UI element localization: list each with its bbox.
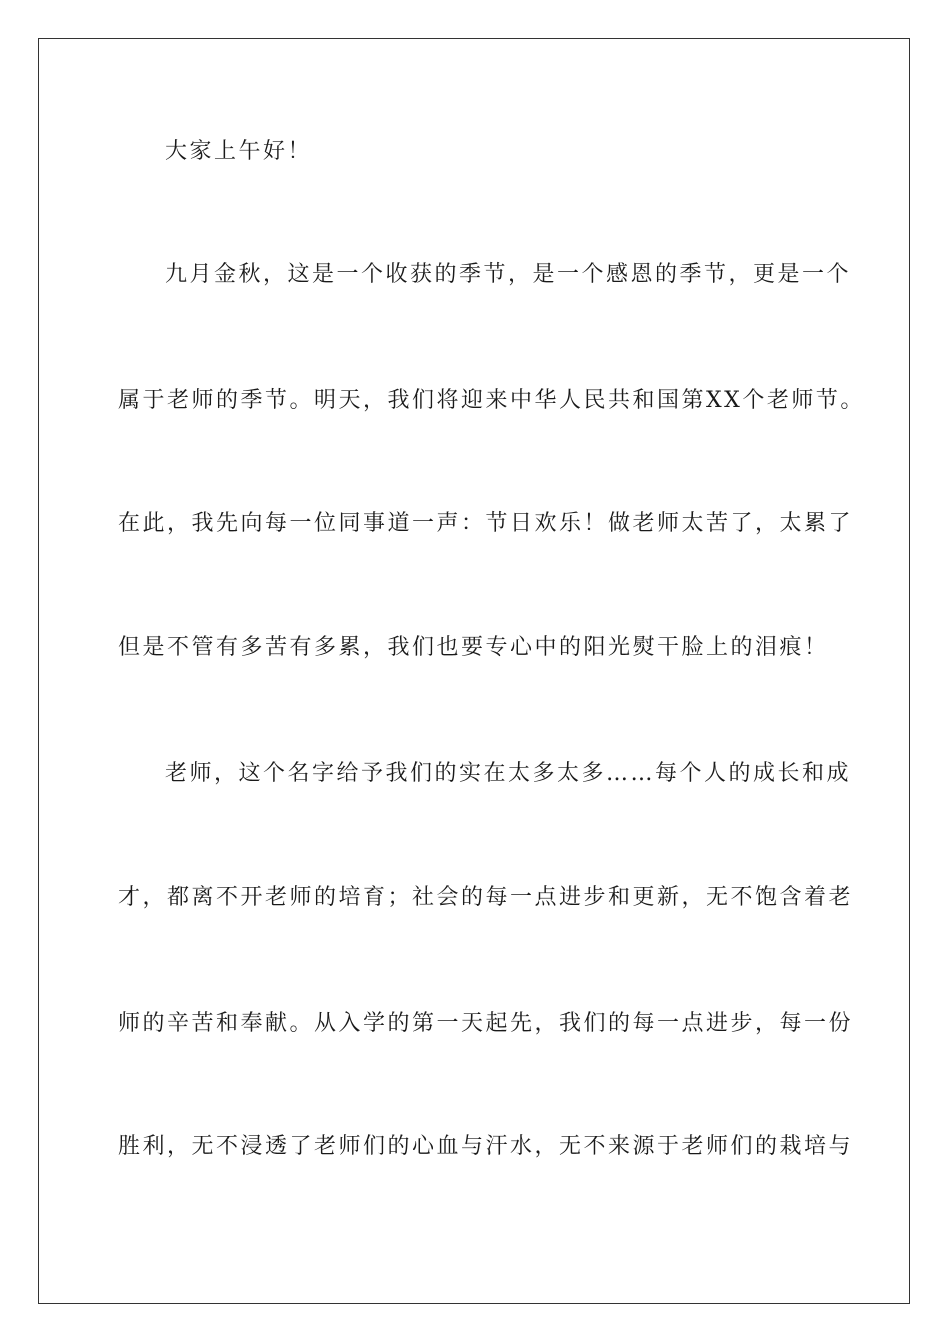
greeting-line: 大家上午好！ [165, 139, 313, 164]
paragraph-2-line-1: 老师，这个名字给予我们的实在太多太多……每个人的成长和成 [165, 761, 852, 786]
paragraph-1-line-2: 属于老师的季节。明天，我们将迎来中华人民共和国第XX个老师节。 [118, 388, 865, 413]
paragraph-1-line-4: 但是不管有多苦有多累，我们也要专心中的阳光熨干脸上的泪痕！ [118, 635, 829, 660]
paragraph-2-line-2: 才，都离不开老师的培育；社会的每一点进步和更新，无不饱含着老 [118, 885, 854, 910]
paragraph-2-line-3: 师的辛苦和奉献。从入学的第一天起先，我们的每一点进步，每一份 [118, 1011, 854, 1036]
paragraph-2-line-4: 胜利，无不浸透了老师们的心血与汗水，无不来源于老师们的栽培与 [118, 1134, 854, 1159]
paragraph-1-line-1: 九月金秋，这是一个收获的季节，是一个感恩的季节，更是一个 [165, 262, 852, 287]
page-frame [38, 38, 910, 1304]
paragraph-1-line-3: 在此，我先向每一位同事道一声：节日欢乐！做老师太苦了，太累了 [118, 511, 854, 536]
